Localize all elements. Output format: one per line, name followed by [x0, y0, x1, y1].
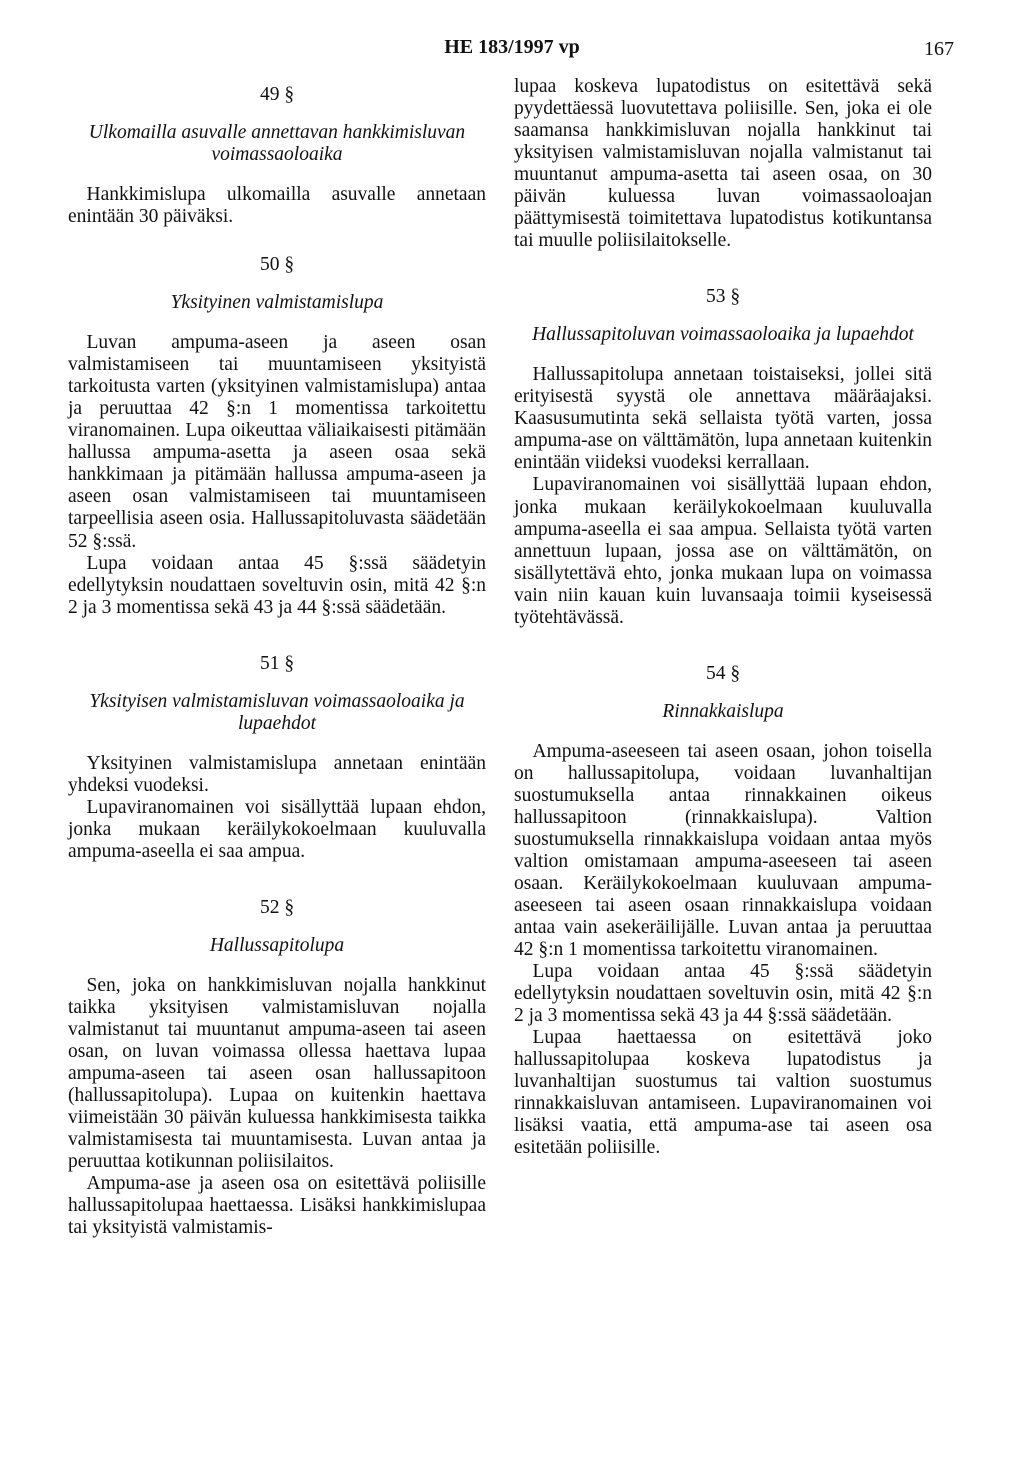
- section-number: 51 §: [259, 652, 295, 674]
- paragraph: Lupa voidaan antaa 45 §:ssä säädetyin edellytyksin noudattaen soveltuvin osin, mitä 42 §:n 2 ja 3 momentissa sekä 43 ja 44 §:ssä säädetään.: [68, 552, 486, 618]
- section-number: 50 §: [259, 254, 295, 276]
- left-column: [68, 76, 486, 1239]
- right-column: [514, 76, 932, 1159]
- paragraph-continued: lupaa koskeva lupatodistus on esitettävä sekä pyydettäessä luovutettava poliisille. Sen, joka ei ole saamansa hankkimisluvan nojalla hankkinut tai yksityisen valmistamisluvan nojalla valmistanut tai muuntanut ampuma-asetta tai aseen osaa, on 30 päivän kuluessa luvan voimassaoloajan päättymisestä toimitettava lupatodistus kotikuntansa tai muulle poliisilaitokselle.: [514, 76, 932, 252]
- running-header: HE 183/1997 vp: [444, 36, 580, 58]
- paragraph: Yksityinen valmistamislupa annetaan enintään yhdeksi vuodeksi.: [68, 752, 486, 796]
- section-title: Ulkomailla asuvalle annettavan hankkimisluvan voimassaoloaika: [88, 122, 466, 166]
- paragraph: Lupaviranomainen voi sisällyttää lupaan ehdon, jonka mukaan keräilykokoelmaan kuuluvalla ampuma-aseella ei saa ampua.: [68, 796, 486, 862]
- paragraph: Ampuma-aseeseen tai aseen osaan, johon toisella on hallussapitolupa, voidaan luvanhaltijan suostumuksella antaa rinnakkainen oikeus hallussapitoon (rinnakkaislupa). Valtion suostumuksella rinnakkaislupa voidaan antaa myös valtion omistamaan ampuma-aseeseen tai aseen osaan. Keräilykokoelmaan kuuluvaan ampuma-aseeseen tai aseen osaan rinnakkaislupa voidaan antaa vain asekeräilijälle. Luvan antaa ja peruuttaa 42 §:n 1 momentissa tarkoitettu viranomainen.: [514, 740, 932, 961]
- section-title: Yksityisen valmistamisluvan voimassaoloaika ja lupaehdot: [89, 690, 465, 734]
- section-title: Hallussapitoluvan voimassaoloaika ja lupaehdot: [532, 324, 914, 346]
- paragraph: Ampuma-ase ja aseen osa on esitettävä poliisille hallussapitolupaa haettaessa. Lisäksi hankkimislupaa tai yksityistä valmistamis-: [68, 1173, 486, 1239]
- paragraph: Lupa voidaan antaa 45 §:ssä säädetyin edellytyksin noudattaen soveltuvin osin, mitä 42 §:n 2 ja 3 momentissa sekä 43 ja 44 §:ssä säädetään.: [514, 961, 932, 1027]
- section-number: 49 §: [259, 84, 295, 105]
- section-title: Yksityinen valmistamislupa: [170, 292, 384, 314]
- page-number: 167: [924, 38, 954, 60]
- section-title: Hallussapitolupa: [209, 934, 345, 956]
- paragraph: Lupaviranomainen voi sisällyttää lupaan ehdon, jonka mukaan keräilykokoelmaan kuuluvalla ampuma-aseella ei saa ampua. Sellaista työtä varten annettuun lupaan, jossa ase on välttämätön, on sisällytettävä ehto, jonka mukaan lupa on voimassa vain niin kauan kuin luvansaaja toimii kyseisessä työtehtävässä.: [514, 474, 932, 628]
- section-number: 53 §: [705, 286, 741, 308]
- paragraph: Lupaa haettaessa on esitettävä joko hallussapitolupaa koskeva lupatodistus ja luvanhaltijan suostumus tai valtion suostumus rinnakkaisluvan antamiseen. Lupaviranomainen voi lisäksi vaatia, että ampuma-ase tai aseen osa esitetään poliisille.: [514, 1027, 932, 1159]
- section-title: Rinnakkaislupa: [662, 700, 784, 722]
- paragraph: Hallussapitolupa annetaan toistaiseksi, jollei sitä erityisestä syystä ole annettava määräajaksi. Kaasusumutinta sekä sellaista työtä varten, jossa ampuma-ase on välttämätön, lupa annetaan kuitenkin enintään viideksi vuodeksi kerrallaan.: [514, 364, 932, 474]
- section-number: 52 §: [259, 896, 295, 918]
- section-number: 54 §: [705, 662, 741, 684]
- paragraph: Sen, joka on hankkimisluvan nojalla hankkinut taikka yksityisen valmistamisluvan nojalla valmistanut tai muuntanut ampuma-aseen tai aseen osan, on luvan voimassa ollessa haettava lupaa ampuma-aseen tai aseen osan hallussapitoon (hallussapitolupa). Lupaa on kuitenkin haettava viimeistään 30 päivän kuluessa hankkimisesta taikka valmistamisesta tai muuntamisesta. Luvan antaa ja peruuttaa kotikunnan poliisilaitos.: [68, 974, 486, 1173]
- paragraph: Luvan ampuma-aseen ja aseen osan valmistamiseen tai muuntamiseen yksityistä tarkoitusta varten (yksityinen valmistamislupa) antaa ja peruuttaa 42 §:n 1 momentissa tarkoitettu viranomainen. Lupa oikeuttaa väliaikaisesti pitämään hallussa ampuma-asetta ja aseen osaa sekä hankkimaan ja pitämään hallussa ampuma-aseen ja aseen osan valmistamiseen tai muuntamiseen tarpeellisia aseen osia. Hallussapitoluvasta säädetään 52 §:ssä.: [68, 332, 486, 552]
- paragraph: Hankkimislupa ulkomailla asuvalle annetaan enintään 30 päiväksi.: [68, 184, 486, 228]
